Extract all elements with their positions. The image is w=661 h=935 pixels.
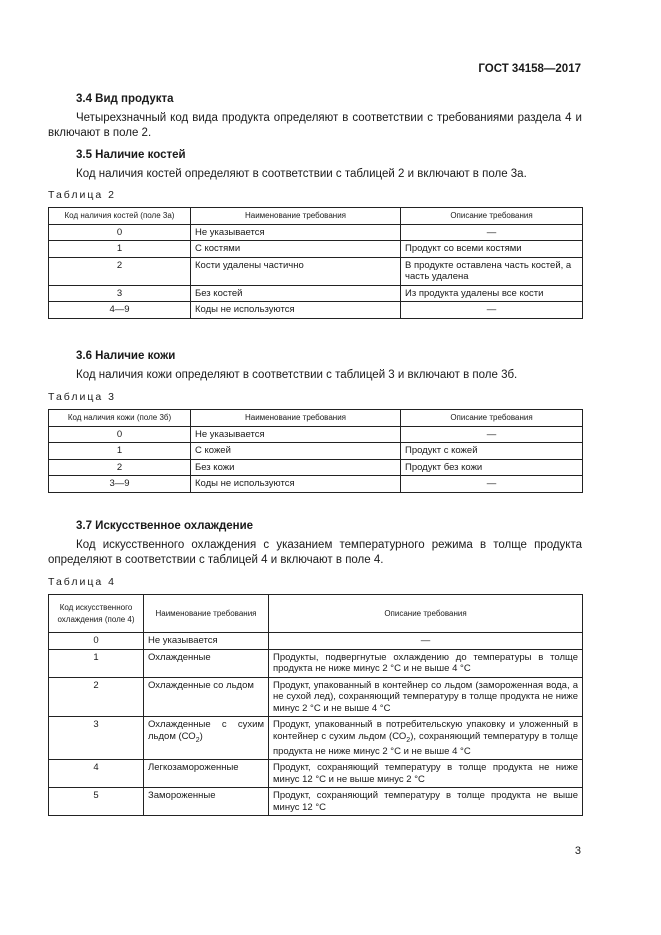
- col-header: Описание требования: [401, 410, 583, 427]
- section-title: 3.6 Наличие кожи: [76, 350, 176, 362]
- table-row: [49, 224, 583, 241]
- desc-cell: —: [401, 476, 583, 493]
- name-cell: Не указывается: [144, 633, 269, 650]
- code-cell: 4—9: [49, 302, 191, 319]
- table-caption: Таблица 3: [48, 391, 116, 403]
- col-header: Наименование требования: [191, 208, 401, 225]
- table-row: [49, 717, 583, 760]
- code-cell: 0: [49, 426, 191, 443]
- name-cell: Замороженные: [144, 788, 269, 816]
- section-title: 3.7 Искусственное охлаждение: [76, 520, 254, 532]
- name-text: Охлажденные с сухим льдом (СО: [148, 719, 264, 742]
- table-row: [49, 649, 583, 677]
- table-row: [49, 257, 583, 285]
- desc-cell: —: [401, 426, 583, 443]
- table-caption: Таблица 4: [48, 576, 116, 588]
- desc-cell: —: [269, 633, 583, 650]
- section-text: Код наличия кожи определяют в соответствии с таблицей 3 и включают в поле 3б.: [76, 369, 518, 381]
- desc-cell: В продукте оставлена часть костей, а часть удалена: [401, 257, 583, 285]
- name-cell: С костями: [191, 241, 401, 258]
- name-cell: Не указывается: [191, 224, 401, 241]
- code-cell: 2: [49, 677, 144, 717]
- table-row: [49, 459, 583, 476]
- table-row: [49, 633, 583, 650]
- desc-text-b: ), сохраняющий температуру в толще продукта не ниже минус 2 °С и не выше 4 °С: [273, 730, 578, 757]
- col-header: Код наличия кожи (поле 3б): [49, 410, 191, 427]
- code-cell: 2: [49, 257, 191, 285]
- desc-cell: Продукт, сохраняющий температуру в толще продукта не ниже минус 12 °С и не выше минус 2 °С: [269, 760, 583, 788]
- table-2-block: [48, 189, 582, 319]
- table-caption: Таблица 2: [48, 189, 116, 201]
- code-cell: 1: [49, 443, 191, 460]
- page-number: 3: [574, 845, 581, 857]
- col-header: Код наличия костей (поле 3а): [49, 208, 191, 225]
- table-4-block: [48, 576, 582, 816]
- desc-cell: —: [401, 224, 583, 241]
- section-text: Код искусственного охлаждения с указанием температурного режима в толще продукта определяют в соответствии с таблицей 4 и включают в поле 4.: [48, 539, 582, 566]
- code-cell: 5: [49, 788, 144, 816]
- desc-cell: Продукт со всеми костями: [401, 241, 583, 258]
- subscript: 2: [195, 736, 200, 744]
- code-cell: 1: [49, 649, 144, 677]
- name-cell: Охлажденные со льдом: [144, 677, 269, 717]
- desc-cell: Продукт без кожи: [401, 459, 583, 476]
- desc-cell: Из продукта удалены все кости: [401, 285, 583, 302]
- name-cell: Без костей: [191, 285, 401, 302]
- col-header: Наименование требования: [191, 410, 401, 427]
- desc-text-a: Продукт, упакованный в потребительскую упаковку и уложенный в контейнер с сухим льдом (СО: [273, 719, 578, 742]
- code-cell: 4: [49, 760, 144, 788]
- table-row: [49, 285, 583, 302]
- desc-cell: Продукты, подвергнутые охлаждению до температуры в толще продукта не ниже минус 2 °С и не выше 4 °С: [269, 649, 583, 677]
- table-row: [49, 677, 583, 717]
- table-3-block: [48, 391, 582, 493]
- name-cell: С кожей: [191, 443, 401, 460]
- section-3-6: [48, 350, 582, 383]
- table-header-row: [49, 208, 583, 225]
- name-cell: Без кожи: [191, 459, 401, 476]
- table-header-row: [49, 595, 583, 633]
- table-row: [49, 788, 583, 816]
- table-3: [48, 409, 583, 493]
- col-header: Описание требования: [269, 595, 583, 633]
- col-header: Описание требования: [401, 208, 583, 225]
- desc-cell: [269, 717, 583, 760]
- table-row: [49, 476, 583, 493]
- col-header: Код искусственного охлаждения (поле 4): [49, 595, 144, 633]
- table-header-row: [49, 410, 583, 427]
- table-row: [49, 760, 583, 788]
- code-cell: 3—9: [49, 476, 191, 493]
- table-row: [49, 443, 583, 460]
- code-cell: 0: [49, 224, 191, 241]
- section-title: 3.4 Вид продукта: [76, 93, 174, 105]
- col-header: Наименование требования: [144, 595, 269, 633]
- code-cell: 1: [49, 241, 191, 258]
- desc-cell: Продукт с кожей: [401, 443, 583, 460]
- table-4: [48, 594, 583, 816]
- name-cell: Коды не используются: [191, 476, 401, 493]
- table-row: [49, 426, 583, 443]
- name-close: ): [199, 730, 203, 742]
- table-row: [49, 302, 583, 319]
- document-id: ГОСТ 34158—2017: [478, 63, 581, 75]
- code-cell: 3: [49, 717, 144, 760]
- name-cell: Не указывается: [191, 426, 401, 443]
- name-cell: Легкозамороженные: [144, 760, 269, 788]
- section-title: 3.5 Наличие костей: [76, 149, 186, 161]
- name-cell: Кости удалены частично: [191, 257, 401, 285]
- section-3-5: [48, 149, 582, 182]
- desc-cell: Продукт, сохраняющий температуру в толще продукта не выше минус 12 °С: [269, 788, 583, 816]
- section-3-7: [48, 520, 582, 568]
- section-3-4: [48, 93, 582, 141]
- desc-cell: Продукт, упакованный в контейнер со льдом (замороженная вода, а не сухой лед), сохраняющий температуру в толще продукта не ниже минус 2 °С и не выше 4 °С: [269, 677, 583, 717]
- section-text: Четырехзначный код вида продукта определяют в соответствии с требованиями раздела 4 и включают в поле 2.: [48, 112, 582, 139]
- code-cell: 0: [49, 633, 144, 650]
- name-cell: Охлажденные: [144, 649, 269, 677]
- subscript: 2: [406, 736, 411, 744]
- table-row: [49, 241, 583, 258]
- table-2: [48, 207, 583, 319]
- section-text: Код наличия костей определяют в соответствии с таблицей 2 и включают в поле 3а.: [76, 168, 527, 180]
- name-cell: Коды не используются: [191, 302, 401, 319]
- desc-cell: —: [401, 302, 583, 319]
- code-cell: 2: [49, 459, 191, 476]
- code-cell: 3: [49, 285, 191, 302]
- name-cell: [144, 717, 269, 760]
